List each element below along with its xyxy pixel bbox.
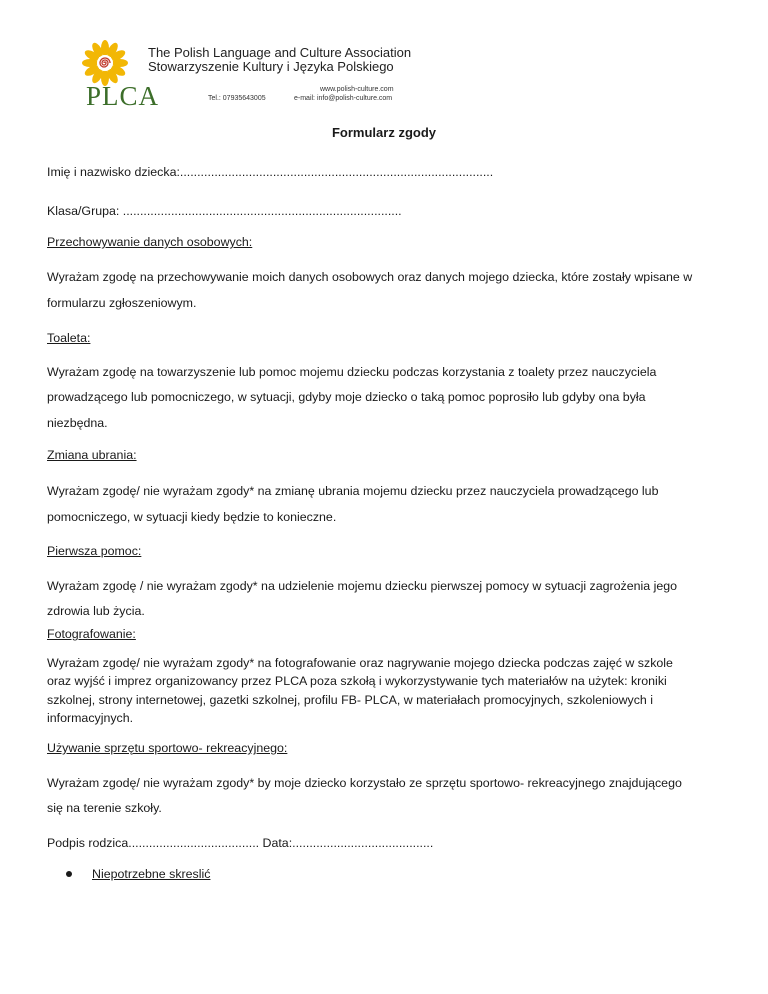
org-name-english: The Polish Language and Culture Association <box>148 45 412 60</box>
section-text-line: oraz wyjść i imprez organizowancy przez PLCA poza szkołą i wykorzystywanie tych materiałów na użytek: kroniki <box>47 674 667 688</box>
section-text-line: Wyrażam zgodę/ nie wyrażam zgody* na fotografowanie oraz nagrywanie mojego dziecka podczas zajęć w szkole <box>47 656 673 670</box>
section-text-line: Wyrażam zgodę na towarzyszenie lub pomoc mojemu dziecku podczas korzystania z toalety przez nauczyciela <box>47 365 657 379</box>
section-heading-photography: Fotografowanie: <box>47 627 136 641</box>
section-text-line: pomocniczego, w sytuacji kiedy będzie to konieczne. <box>47 510 337 524</box>
signature-date-line: Podpis rodzica...................................... Data:......................................... <box>47 836 434 850</box>
section-heading-data-storage: Przechowywanie danych osobowych: <box>47 235 253 249</box>
header <box>56 36 426 111</box>
bullet-icon <box>66 871 72 877</box>
section-heading-sports-equipment: Używanie sprzętu sportowo- rekreacyjnego: <box>47 741 288 755</box>
section-text-line: prowadzącego lub pomocniczego, w sytuacji, gdyby moje dziecko o taką pomoc poprosiło lub gdyby ona była <box>47 390 646 404</box>
class-group-field: Klasa/Grupa: ................................................................................. <box>47 204 402 218</box>
section-text-line: formularzu zgłoszeniowym. <box>47 296 197 310</box>
section-heading-first-aid: Pierwsza pomoc: <box>47 544 142 558</box>
section-text-line: informacyjnych. <box>47 711 134 725</box>
logo-wordmark: PLCA <box>86 81 160 111</box>
section-heading-clothing: Zmiana ubrania: <box>47 448 137 462</box>
phone-text: Tel.: 07935643005 <box>208 95 266 102</box>
form-title: Formularz zgody <box>331 125 436 140</box>
section-text-line: zdrowia lub życia. <box>47 604 145 618</box>
section-text-line: się na terenie szkoły. <box>47 801 162 815</box>
email-text: e-mail: info@polish-culture.com <box>294 95 393 102</box>
website-text: www.polish-culture.com <box>320 86 394 93</box>
footnote-text: Niepotrzebne skreslić <box>92 867 211 881</box>
section-text-line: Wyrażam zgodę/ nie wyrażam zgody* by moje dziecko korzystało ze sprzętu sportowo- rekreacyjnego znajdującego <box>47 776 682 790</box>
section-text-line: szkolnej, strony internetowej, gazetki szkolnej, profilu FB- PLCA, w materiałach promocyjnych, szkoleniowych i <box>47 693 654 707</box>
section-text-line: niezbędna. <box>47 416 108 430</box>
org-name-polish: Stowarzyszenie Kultury i Języka Polskiego <box>148 59 394 74</box>
child-name-field: Imię i nazwisko dziecka:........................................................................................... <box>47 165 494 179</box>
section-text-line: Wyrażam zgodę / nie wyrażam zgody* na udzielenie mojemu dziecku pierwszej pomocy w sytuacji zagrożenia jego <box>47 579 678 593</box>
section-text-line: Wyrażam zgodę/ nie wyrażam zgody* na zmianę ubrania mojemu dziecku przez nauczyciela prowadzącego lub <box>47 484 659 498</box>
section-heading-toilet: Toaleta: <box>47 331 91 345</box>
section-text-line: Wyrażam zgodę na przechowywanie moich danych osobowych oraz danych mojego dziecka, które zostały wpisane w <box>47 270 693 284</box>
sunflower-logo-icon <box>82 40 128 86</box>
